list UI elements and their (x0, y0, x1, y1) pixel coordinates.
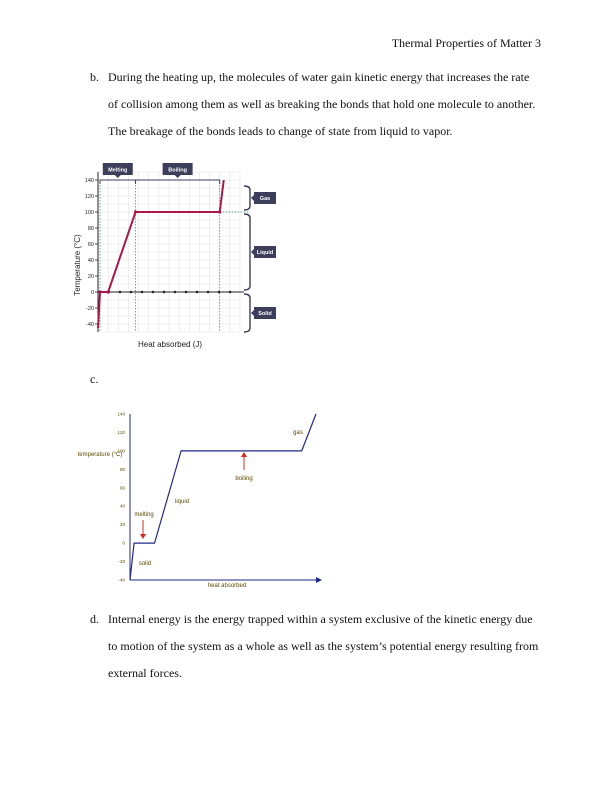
x-axis-dot (229, 291, 232, 294)
phase-label: Boiling (168, 167, 187, 174)
y-tick-label: 120 (117, 429, 125, 435)
annotation-melting: melting (134, 512, 154, 518)
x-axis-dot (141, 291, 144, 294)
x-axis-dot (163, 291, 166, 294)
paragraph-d (90, 606, 550, 687)
x-axis-dot (185, 291, 188, 294)
x-axis-label: heat absorbed (207, 583, 247, 589)
x-axis-dot (174, 291, 177, 294)
state-label: Liquid (256, 250, 274, 256)
y-tick-labels (85, 178, 98, 328)
y-tick-label: 40 (119, 503, 125, 509)
list-marker-c: c. (90, 372, 99, 386)
phase-bracket (100, 180, 135, 184)
y-tick-label: -40 (86, 322, 94, 328)
running-head: Thermal Properties of Matter 3 (391, 36, 541, 50)
x-axis-dot (196, 291, 199, 294)
state-bracket (244, 214, 250, 290)
curve-point (107, 290, 110, 293)
x-axis-dot (207, 291, 210, 294)
chart-grid (98, 172, 240, 332)
y-tick-label: 80 (119, 466, 125, 472)
melting-arrowhead (140, 534, 146, 539)
paragraph-b-line: During the heating up, the molecules of water gain kinetic energy that increases the rate (108, 70, 530, 84)
state-label-pointer (251, 310, 254, 316)
y-tick-label: 20 (87, 274, 94, 280)
paragraph-b (90, 64, 550, 145)
y-tick-label: 40 (87, 258, 94, 264)
phase-label-pointer (115, 175, 121, 178)
y-tick-label: 80 (87, 226, 94, 232)
curve-point (98, 290, 101, 293)
state-label-pointer (251, 195, 254, 201)
chart-series (98, 180, 224, 328)
phase-label-pointer (175, 175, 181, 178)
heating-curve-line (98, 180, 224, 328)
paragraph-b-line: The breakage of the bonds leads to change of state from liquid to vapor. (108, 124, 453, 138)
phase-label: Melting (108, 167, 128, 174)
list-marker-d: d. (90, 612, 99, 626)
chart-axes (130, 414, 322, 583)
chart-annotations (100, 163, 276, 332)
y-tick-labels (117, 412, 125, 583)
state-bracket (244, 186, 250, 210)
y-tick-label: 0 (90, 290, 94, 296)
y-axis-label: temperature (°C) (77, 452, 123, 458)
curve-point (218, 210, 221, 213)
y-tick-label: 120 (84, 194, 94, 200)
paragraph-b-line: of collision among them as well as breaking the bonds that hold one molecule to another. (108, 97, 536, 111)
annotation-boiling: boiling (235, 476, 253, 482)
list-marker-b: b. (90, 70, 99, 84)
y-tick-label: 100 (117, 448, 125, 454)
x-axis-label: Heat absorbed (J) (137, 340, 203, 349)
curve-point (134, 210, 137, 213)
heating-curve-line (130, 414, 316, 580)
boiling-arrowhead (241, 452, 247, 457)
y-tick-label: 60 (87, 242, 94, 248)
y-tick-label: 140 (117, 411, 125, 417)
heating-curve-chart-1 (68, 160, 288, 350)
y-tick-label: -20 (86, 306, 94, 312)
y-tick-label: -20 (118, 559, 125, 565)
y-tick-label: 100 (84, 210, 94, 216)
paragraph-d-line: to motion of the system as a whole as well as the system’s potential energy resulting from (108, 639, 539, 653)
x-axis-dot (152, 291, 155, 294)
y-tick-label: 0 (122, 540, 125, 546)
y-tick-label: 20 (119, 522, 125, 528)
annotation-liquid: liquid (174, 499, 190, 505)
x-axis-arrowhead (316, 577, 322, 583)
y-axis-label: Temperature (°C) (73, 234, 82, 296)
state-label: Gas (259, 196, 271, 202)
y-tick-label: 60 (119, 485, 125, 491)
annotation-gas: gas (293, 430, 303, 436)
heating-curve-chart-2 (76, 408, 336, 593)
x-axis-dot (130, 291, 133, 294)
state-label: Solid (258, 311, 272, 317)
y-tick-label: -40 (118, 577, 125, 583)
chart-series (130, 414, 316, 580)
annotation-solid: solid (138, 561, 152, 567)
state-bracket (244, 294, 250, 332)
paragraph-d-line: external forces. (108, 666, 182, 680)
phase-bracket (136, 180, 220, 184)
state-label-pointer (251, 249, 254, 255)
x-axis-dot (119, 291, 122, 294)
paragraph-d-line: Internal energy is the energy trapped within a system exclusive of the kinetic energy due (108, 612, 533, 626)
y-tick-label: 140 (84, 178, 94, 184)
